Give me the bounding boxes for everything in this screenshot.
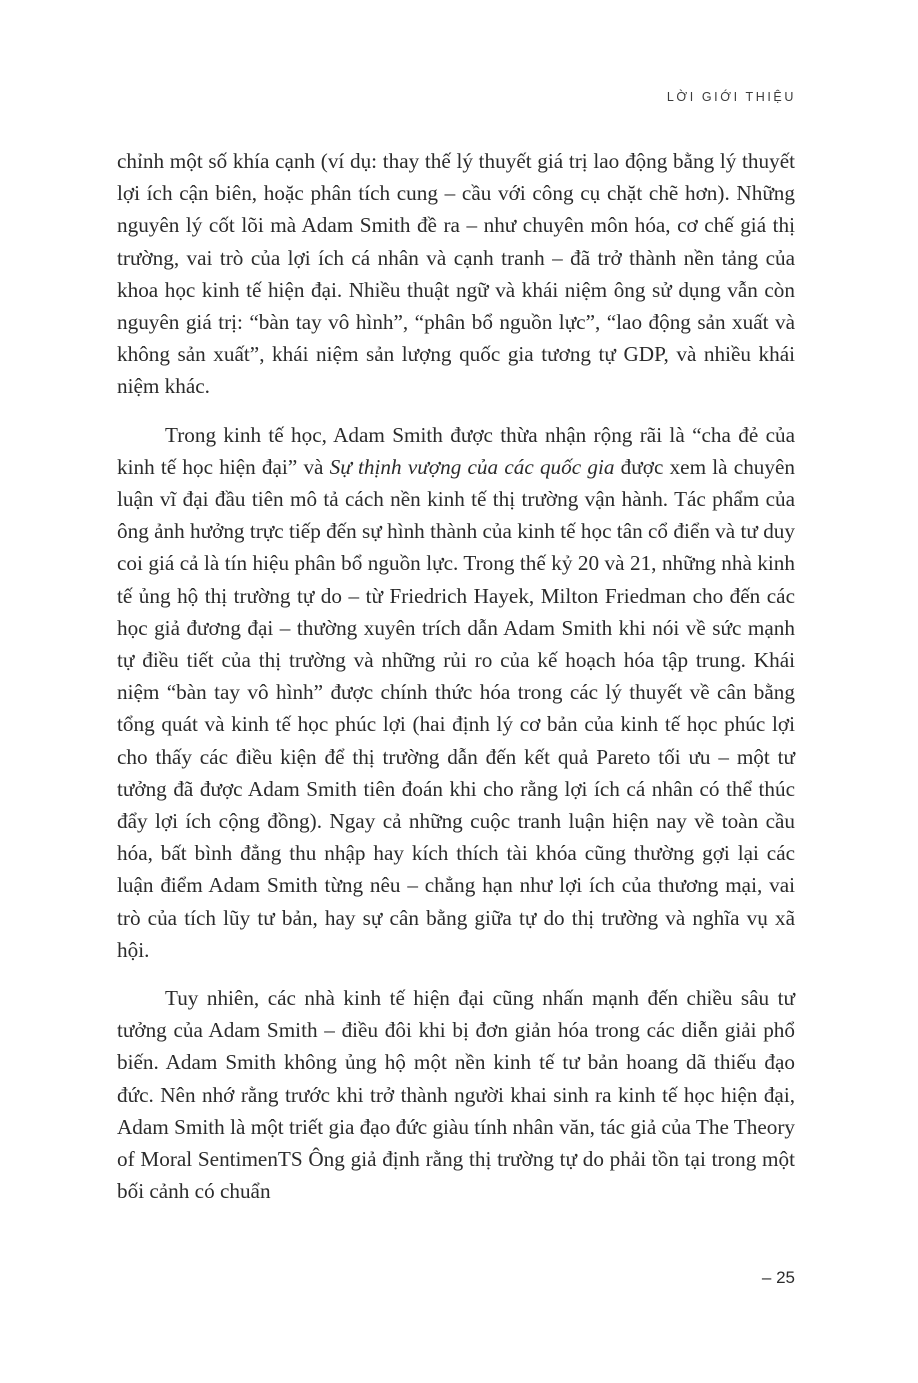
paragraph-2-part-1: Trong kinh tế học, Adam Smith được thừa nhận rộng rãi là “cha đẻ của kinh tế học hiện đại” và (117, 422, 795, 479)
paragraph-2-part-2: được xem là chuyên luận vĩ đại đầu tiên mô tả cách nền kinh tế thị trường vận hành. Tác phẩm của ông ảnh hưởng trực tiếp đến sự hình thành của kinh tế học tân cổ điển và tư duy coi giá cả là tín hiệu phân bổ nguồn lực. Trong thế kỷ 20 và 21, những nhà kinh tế ủng hộ thị trường tự do – từ Friedrich Hayek, Milton Friedman cho đến các học giả đương đại – thường xuyên trích dẫn Adam Smith khi nói về sức mạnh tự điều tiết của thị trường và những rủi ro của kế hoạch hóa tập trung. Khái niệm “bàn tay vô hình” được chính thức hóa trong các lý thuyết về cân bằng tổng quát và kinh tế học phúc lợi (hai định lý cơ bản của kinh tế học phúc lợi cho thấy các điều kiện để thị trường dẫn đến kết quả Pareto tối ưu – một tư tưởng đã được Adam Smith tiên đoán khi cho rằng lợi ích cá nhân có thể thúc đẩy lợi ích cộng đồng). Ngay cả những cuộc tranh luận hiện nay về toàn cầu hóa, bất bình đẳng thu nhập hay kích thích tài khóa cũng thường gợi lại các luận điểm Adam Smith từng nêu – chẳng hạn như lợi ích của thương mại, vai trò của tích lũy tư bản, hay sự cân bằng giữa tự do thị trường và nghĩa vụ xã hội. (117, 454, 795, 962)
running-header: LỜI GIỚI THIỆU (666, 90, 796, 104)
paragraph-2 (117, 419, 795, 966)
page-number: – 25 (761, 1268, 795, 1287)
book-title-italic: Sự thịnh vượng của các quốc gia (329, 454, 615, 479)
paragraph-1: chỉnh một số khía cạnh (ví dụ: thay thế lý thuyết giá trị lao động bằng lý thuyết lợi ích cận biên, hoặc phân tích cung – cầu với công cụ chặt chẽ hơn). Những nguyên lý cốt lõi mà Adam Smith đề ra – như chuyên môn hóa, cơ chế giá thị trường, vai trò của lợi ích cá nhân và cạnh tranh – đã trở thành nền tảng của khoa học kinh tế hiện đại. Nhiều thuật ngữ và khái niệm ông sử dụng vẫn còn nguyên giá trị: “bàn tay vô hình”, “phân bổ nguồn lực”, “lao động sản xuất và không sản xuất”, khái niệm sản lượng quốc gia tương tự GDP, và nhiều khái niệm khác. (117, 149, 795, 399)
paragraph-3: Tuy nhiên, các nhà kinh tế hiện đại cũng nhấn mạnh đến chiều sâu tư tưởng của Adam Smith – điều đôi khi bị đơn giản hóa trong các diễn giải phổ biến. Adam Smith không ủng hộ một nền kinh tế tư bản hoang dã thiếu đạo đức. Nên nhớ rằng trước khi trở thành người khai sinh ra kinh tế học hiện đại, Adam Smith là một triết gia đạo đức giàu tính nhân văn, tác giả của The Theory of Moral SentimenTS Ông giả định rằng thị trường tự do phải tồn tại trong một bối cảnh có chuẩn (117, 986, 795, 1204)
body-text (117, 145, 795, 1224)
